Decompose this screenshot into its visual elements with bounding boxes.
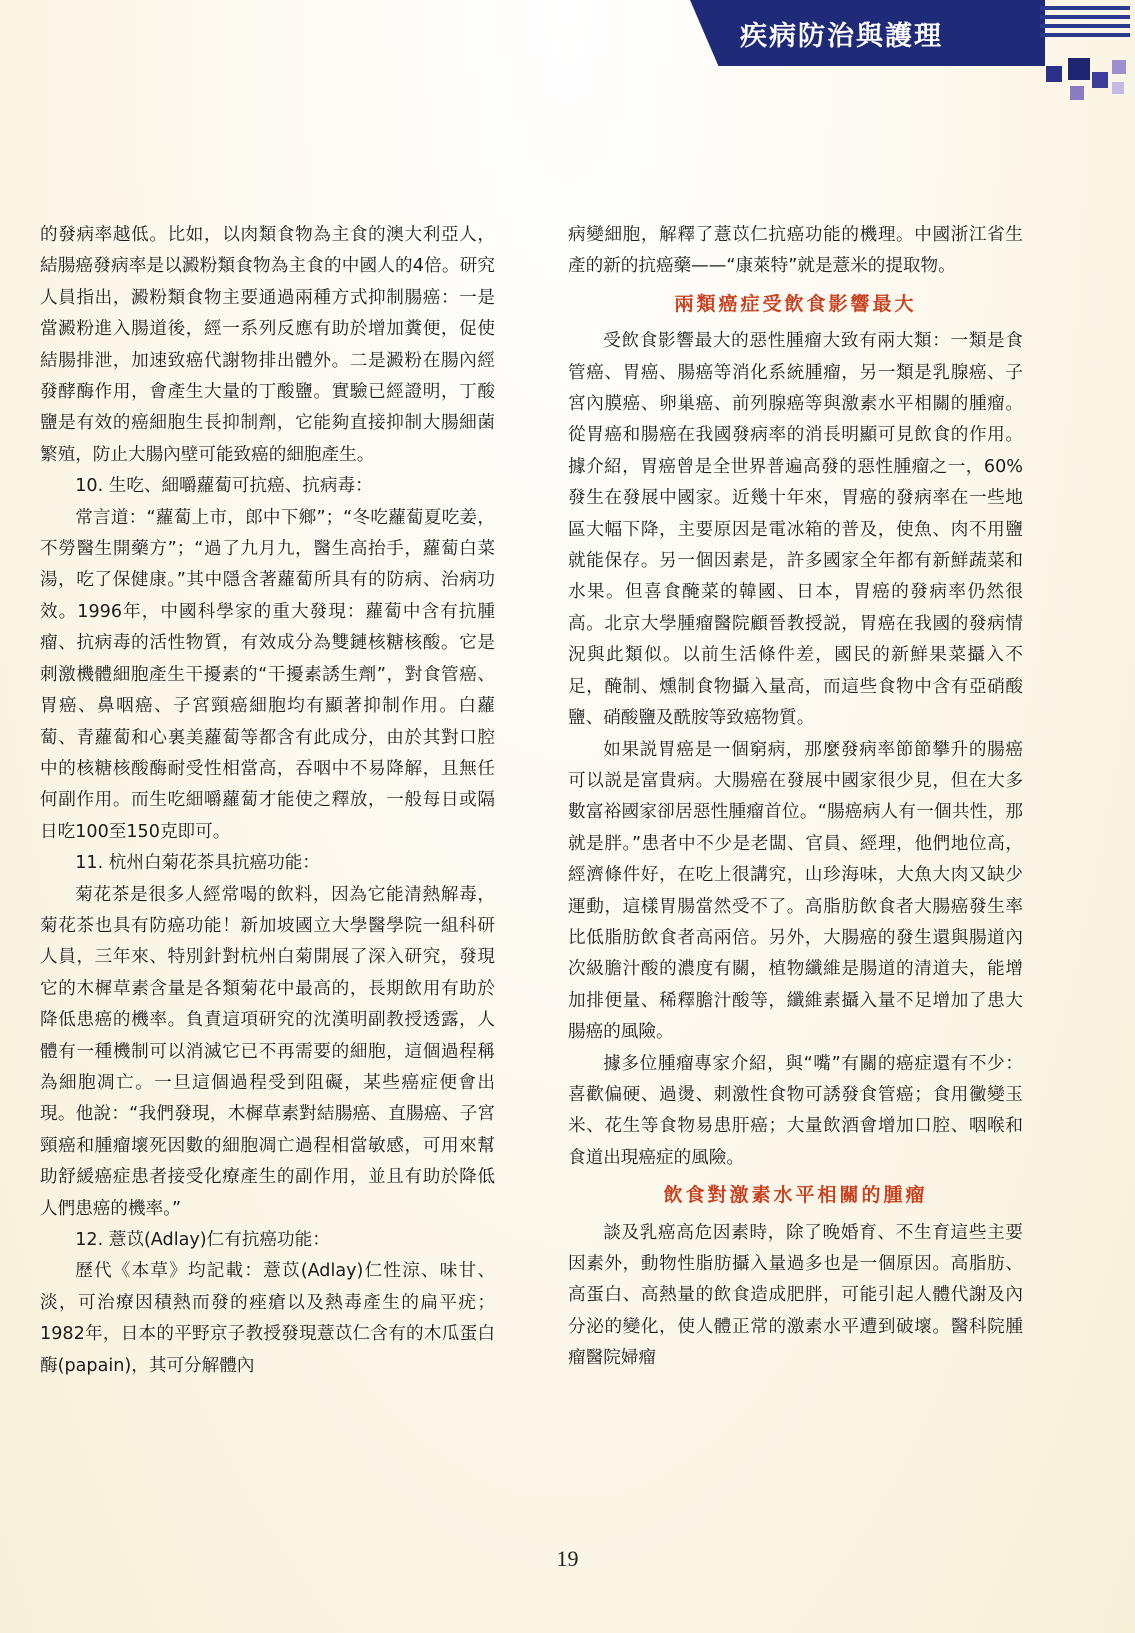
left-column — [40, 220, 495, 1382]
paragraph: 12. 薏苡(Adlay)仁有抗癌功能： — [75, 1230, 330, 1250]
paragraph: 的發病率越低。比如，以肉類食物為主食的澳大利亞人，結腸癌發病率是以澱粉類食物為主食的中國人的4倍。研究人員指出，澱粉類食物主要通過兩種方式抑制腸癌：一是當澱粉進入腸道後，經一系列反應有助於增加糞便，促使結腸排泄，加速致癌代謝物排出體外。二是澱粉在腸內經發酵酶作用，會產生大量的丁酸鹽。實驗已經證明，丁酸鹽是有效的癌細胞生長抑制劑，它能夠直接抑制大腸細菌繁殖，防止大腸內壁可能致癌的細胞產生。 — [40, 225, 495, 465]
page-number: 19 — [556, 1546, 579, 1571]
paragraph: 11. 杭州白菊花茶具抗癌功能： — [75, 853, 320, 874]
section-title: 疾病防治與護理 — [740, 21, 943, 52]
paragraph: 如果説胃癌是一個窮病，那麼發病率節節攀升的腸癌可以説是富貴病。大腸癌在發展中國家很少見，但在大多數富裕國家卻居惡性腫瘤首位。“腸癌病人有一個共性，那就是胖。”患者中不少是老闆、官員、經理，他們地位高，經濟條件好，在吃上很講究，山珍海味，大魚大肉又缺少運動，這樣胃腸當然受不了。高脂肪飲食者大腸癌發生率比低脂肪飲食者高兩倍。另外，大腸癌的發生還與腸道內次級膽汁酸的濃度有關，植物纖維是腸道的清道夫，能增加排便量、稀釋膽汁酸等，纖維素攝入量不足增加了患大腸癌的風險。 — [568, 739, 1023, 1043]
section-heading: 兩類癌症受飲食影響最大 — [674, 292, 917, 315]
section-heading: 飲食對激素水平相關的腫瘤 — [663, 1184, 928, 1207]
paragraph: 菊花茶是很多人經常喝的飲料，因為它能清熱解毒，菊花茶也具有防癌功能！新加坡國立大學醫學院一組科研人員，三年來、特別針對杭州白菊開展了深入研究，發現它的木樨草素含量是各類菊花中最高的，長期飲用有助於降低患癌的機率。負責這項研究的沈漢明副教授透露，人體有一種機制可以消滅它已不再需要的細胞，這個過程稱為細胞凋亡。一旦這個過程受到阻礙，某些癌症便會出現。他說：“我們發現，木樨草素對結腸癌、直腸癌、子宮頸癌和腫瘤壞死因數的細胞凋亡過程相當敏感，可用來幫助舒緩癌症患者接受化療產生的副作用，並且有助於降低人們患癌的機率。” — [40, 884, 495, 1219]
paragraph: 據多位腫瘤專家介紹，與“嘴”有關的癌症還有不少：喜歡偏硬、過燙、刺激性食物可誘發食管癌；食用黴變玉米、花生等食物易患肝癌；大量飲酒會增加口腔、咽喉和食道出現癌症的風險。 — [568, 1053, 1023, 1168]
header-stripes — [1040, 6, 1130, 42]
paragraph: 談及乳癌高危因素時，除了晚婚育、不生育這些主要因素外，動物性脂肪攝入量過多也是一個原因。高脂肪、高蛋白、高熱量的飲食造成肥胖，可能引起人體代謝及內分泌的變化，使人體正常的激素水平遭到破壞。醫科院腫瘤醫院婦瘤 — [568, 1222, 1023, 1369]
paragraph: 病變細胞，解釋了薏苡仁抗癌功能的機理。中國浙江省生產的新的抗癌藥——“康萊特”就是薏米的提取物。 — [568, 225, 1023, 277]
paragraph: 10. 生吃、細嚼蘿蔔可抗癌、抗病毒： — [75, 476, 373, 497]
paragraph: 常言道：“蘿蔔上市，郎中下鄉”；“冬吃蘿蔔夏吃姜，不勞醫生開藥方”；“過了九月九，醫生高抬手，蘿蔔白菜湯，吃了保健康。”其中隱含著蘿蔔所具有的防病、治病功效。1996年，中國科學家的重大發現：蘿蔔中含有抗腫瘤、抗病毒的活性物質，有效成分為雙鏈核糖核酸。它是刺激機體細胞產生干擾素的“干擾素誘生劑”，對食管癌、胃癌、鼻咽癌、子宮頸癌細胞均有顯著抑制作用。白蘿蔔、青蘿蔔和心裏美蘿蔔等都含有此成分，由於其對口腔中的核糖核酸酶耐受性相當高，吞咽中不易降解，且無任何副作用。而生吃細嚼蘿蔔才能使之釋放，一般每日或隔日吃100至150克即可。 — [40, 507, 495, 842]
right-column — [568, 220, 1023, 1375]
paragraph: 歷代《本草》均記載：薏苡(Adlay)仁性涼、味甘、淡，可治療因積熱而發的痤瘡以及熱毒產生的扁平疣；1982年，日本的平野京子教授發現薏苡仁含有的木瓜蛋白酶(papain)，其可分解體內 — [40, 1261, 495, 1376]
paragraph: 受飲食影響最大的惡性腫瘤大致有兩大類：一類是食管癌、胃癌、腸癌等消化系統腫瘤，另一類是乳腺癌、子宮內膜癌、卵巢癌、前列腺癌等與激素水平相關的腫瘤。從胃癌和腸癌在我國發病率的消長明顯可見飲食的作用。據介紹，胃癌曾是全世界普遍高發的惡性腫瘤之一，60%發生在發展中國家。近幾十年來，胃癌的發病率在一些地區大幅下降，主要原因是電冰箱的普及，使魚、肉不用鹽就能保存。另一個因素是，許多國家全年都有新鮮蔬菜和水果。但喜食醃菜的韓國、日本，胃癌的發病率仍然很高。北京大學腫瘤醫院顧晉教授説，胃癌在我國的發病情況與此類似。以前生活條件差，國民的新鮮果菜攝入不足，醃制、燻制食物攝入量高，而這些食物中含有亞硝酸鹽、硝酸鹽及酰胺等致癌物質。 — [568, 331, 1023, 729]
